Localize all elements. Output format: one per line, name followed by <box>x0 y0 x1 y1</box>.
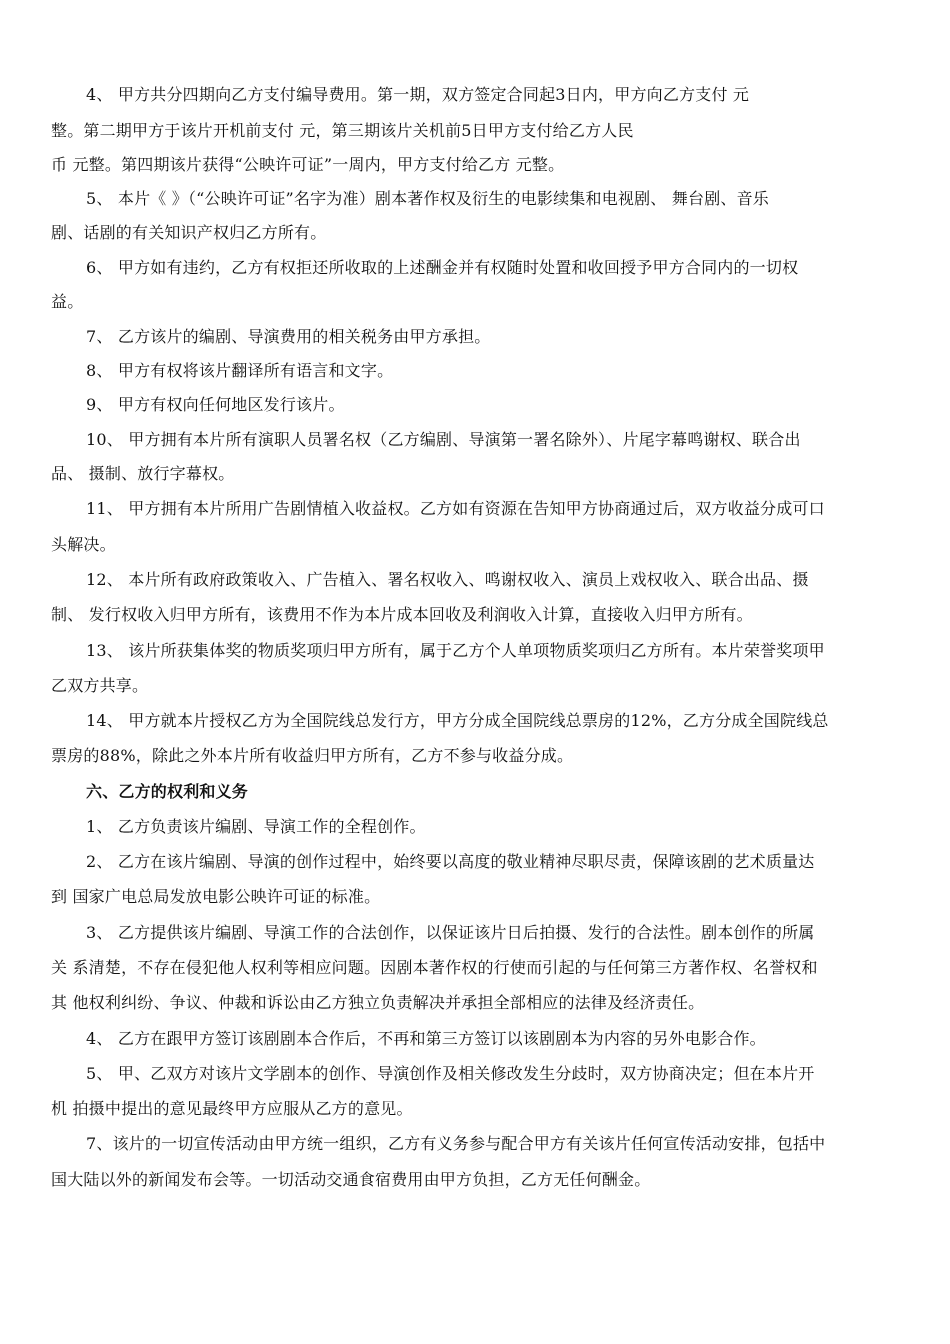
obligation-7-line-1: 7、该片的一切宣传活动由甲方统一组织，乙方有义务参与配合甲方有关该片任何宣传活动安排，包括中 <box>86 1134 826 1153</box>
paragraph-14-line-2: 票房的88%，除此之外本片所有收益归甲方所有，乙方不参与收益分成。 <box>51 746 574 765</box>
obligation-3-line-2: 关 系清楚，不存在侵犯他人权利等相应问题。因剧本著作权的行使而引起的与任何第三方著作权、名誉权和 <box>51 958 818 977</box>
paragraph-11-line-2: 头解决。 <box>51 535 116 554</box>
obligation-2-line-2: 到 国家广电总局发放电影公映许可证的标准。 <box>51 887 381 906</box>
paragraph-7: 7、 乙方该片的编剧、导演费用的相关税务由甲方承担。 <box>86 327 491 346</box>
paragraph-4-line-2: 整。第二期甲方于该片开机前支付 元，第三期该片关机前5日甲方支付给乙方人民 <box>51 121 634 140</box>
paragraph-10-line-2: 品、 摄制、放行字幕权。 <box>51 464 235 483</box>
obligation-5-line-1: 5、 甲、乙双方对该片文学剧本的创作、导演创作及相关修改发生分歧时，双方协商决定；但在本片开 <box>86 1064 815 1083</box>
paragraph-5-line-2: 剧、话剧的有关知识产权归乙方所有。 <box>51 223 327 242</box>
paragraph-13-line-2: 乙双方共享。 <box>51 676 149 695</box>
paragraph-5-line-1: 5、 本片《 》（“公映许可证”名字为准）剧本著作权及衍生的电影续集和电视剧、 舞台剧、音乐 <box>86 189 769 208</box>
paragraph-14-line-1: 14、 甲方就本片授权乙方为全国院线总发行方，甲方分成全国院线总票房的12%，乙方分成全国院线总 <box>86 711 829 730</box>
obligation-3-line-1: 3、 乙方提供该片编剧、导演工作的合法创作，以保证该片日后拍摄、发行的合法性。剧本创作的所属 <box>86 923 815 942</box>
paragraph-6-line-2: 益。 <box>51 292 84 311</box>
section-heading: 六、乙方的权利和义务 <box>86 782 249 801</box>
obligation-7-line-2: 国大陆以外的新闻发布会等。一切活动交通食宿费用由甲方负担，乙方无任何酬金。 <box>51 1170 651 1189</box>
obligation-3-line-3: 其 他权利纠纷、争议、仲裁和诉讼由乙方独立负责解决并承担全部相应的法律及经济责任。 <box>51 993 705 1012</box>
obligation-4: 4、 乙方在跟甲方签订该剧剧本合作后，不再和第三方签订以该剧剧本为内容的另外电影合作。 <box>86 1029 766 1048</box>
obligation-5-line-2: 机 拍摄中提出的意见最终甲方应服从乙方的意见。 <box>51 1099 413 1118</box>
paragraph-11-line-1: 11、 甲方拥有本片所用广告剧情植入收益权。乙方如有资源在告知甲方协商通过后，双方收益分成可口 <box>86 499 825 518</box>
obligation-2-line-1: 2、 乙方在该片编剧、导演的创作过程中，始终要以高度的敬业精神尽职尽责，保障该剧的艺术质量达 <box>86 852 815 871</box>
paragraph-4-line-1: 4、 甲方共分四期向乙方支付编导费用。第一期，双方签定合同起3日内，甲方向乙方支付 元 <box>86 85 750 104</box>
paragraph-8: 8、 甲方有权将该片翻译所有语言和文字。 <box>86 361 394 380</box>
obligation-1: 1、 乙方负责该片编剧、导演工作的全程创作。 <box>86 817 426 836</box>
paragraph-10-line-1: 10、 甲方拥有本片所有演职人员署名权（乙方编剧、导演第一署名除外）、片尾字幕鸣谢权、联合出 <box>86 430 801 449</box>
paragraph-6-line-1: 6、 甲方如有违约，乙方有权拒还所收取的上述酬金并有权随时处置和收回授予甲方合同内的一切权 <box>86 258 799 277</box>
paragraph-12-line-2: 制、 发行权收入归甲方所有，该费用不作为本片成本回收及利润收入计算，直接收入归甲方所有。 <box>51 605 753 624</box>
paragraph-9: 9、 甲方有权向任何地区发行该片。 <box>86 395 345 414</box>
paragraph-13-line-1: 13、 该片所获集体奖的物质奖项归甲方所有，属于乙方个人单项物质奖项归乙方所有。本片荣誉奖项甲 <box>86 641 825 660</box>
paragraph-4-line-3: 币 元整。第四期该片获得“公映许可证”一周内，甲方支付给乙方 元整。 <box>51 155 565 174</box>
paragraph-12-line-1: 12、 本片所有政府政策收入、广告植入、署名权收入、鸣谢权收入、演员上戏权收入、联合出品、摄 <box>86 570 809 589</box>
